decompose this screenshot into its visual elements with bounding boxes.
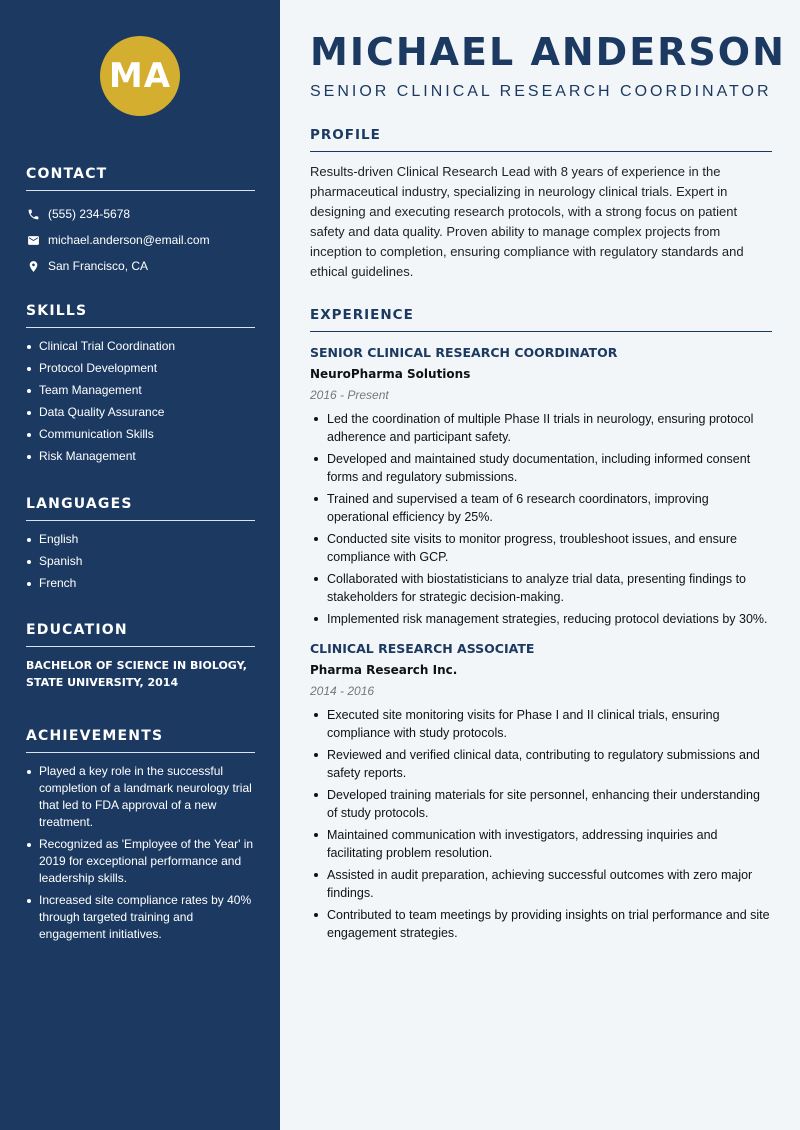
languages-heading: LANGUAGES: [26, 496, 255, 521]
job-title: SENIOR CLINICAL RESEARCH COORDINATOR: [310, 345, 618, 360]
list-item: Developed training materials for site personnel, enhancing their understanding of study protocols.: [310, 786, 772, 822]
list-item: Maintained communication with investigators, addressing inquiries and facilitating problem resolution.: [310, 826, 772, 862]
list-item: Protocol Development: [26, 360, 255, 377]
list-item: Reviewed and verified clinical data, contributing to regulatory submissions and safety reports.: [310, 746, 772, 782]
list-item: Trained and supervised a team of 6 research coordinators, improving operational efficiency by 25%.: [310, 490, 772, 526]
list-item: Conducted site visits to monitor progress, troubleshoot issues, and ensure compliance with GCP.: [310, 530, 772, 566]
skills-section: [26, 303, 255, 470]
skills-list: [26, 338, 255, 465]
list-item: Led the coordination of multiple Phase II trials in neurology, ensuring protocol adherence and participant safety.: [310, 410, 772, 446]
list-item: Played a key role in the successful completion of a landmark neurology trial that led to FDA approval of a new treatment.: [26, 763, 255, 831]
contact-phone-row: [26, 201, 255, 227]
email-icon: [26, 233, 40, 247]
contact-location: San Francisco, CA: [48, 259, 149, 273]
experience-section: [310, 307, 772, 946]
education-heading: EDUCATION: [26, 622, 255, 647]
job-bullets: [310, 706, 772, 942]
list-item: French: [26, 575, 255, 592]
contact-phone[interactable]: (555) 234-5678: [48, 207, 131, 221]
contact-location-row: [26, 253, 255, 279]
list-item: Collaborated with biostatisticians to analyze trial data, presenting findings to stakeholders for strategic decision-making.: [310, 570, 772, 606]
achievements-section: [26, 728, 255, 948]
job-entry: [310, 345, 772, 628]
profile-heading: PROFILE: [310, 127, 772, 152]
list-item: Increased site compliance rates by 40% through targeted training and engagement initiatives.: [26, 892, 255, 943]
skills-heading: SKILLS: [26, 303, 255, 328]
candidate-name: MICHAEL ANDERSON: [310, 30, 786, 74]
job-title: CLINICAL RESEARCH ASSOCIATE: [310, 641, 535, 656]
job-bullets: [310, 410, 772, 628]
list-item: Contributed to team meetings by providing insights on trial performance and site engagement strategies.: [310, 906, 772, 942]
candidate-title: SENIOR CLINICAL RESEARCH COORDINATOR: [310, 83, 772, 100]
profile-text: Results-driven Clinical Research Lead with 8 years of experience in the pharmaceutical industry, specializing in neurology clinical trials. Expert in designing and executing research protocols, with a strong focus on patient safety and data quality. Proven ability to manage complex projects from inception to completion, ensuring compliance with regulatory standards and ethical guidelines.: [310, 164, 744, 279]
education-section: [26, 622, 255, 691]
list-item: Risk Management: [26, 448, 255, 465]
contact-heading: CONTACT: [26, 166, 255, 191]
list-item: Clinical Trial Coordination: [26, 338, 255, 355]
company-name: Pharma Research Inc.: [310, 663, 458, 677]
job-dates: 2014 - 2016: [310, 684, 375, 698]
contact-section: [26, 166, 255, 279]
profile-section: [310, 127, 772, 282]
languages-list: [26, 531, 255, 592]
company-name: NeuroPharma Solutions: [310, 367, 471, 381]
achievements-heading: ACHIEVEMENTS: [26, 728, 255, 753]
list-item: Recognized as 'Employee of the Year' in 2019 for exceptional performance and leadership skills.: [26, 836, 255, 887]
job-dates: 2016 - Present: [310, 388, 389, 402]
location-pin-icon: [26, 259, 40, 273]
job-entry: [310, 641, 772, 942]
avatar: MA: [100, 36, 180, 116]
phone-icon: [26, 207, 40, 221]
list-item: Executed site monitoring visits for Phase I and II clinical trials, ensuring compliance with study protocols.: [310, 706, 772, 742]
contact-email[interactable]: michael.anderson@email.com: [48, 233, 210, 247]
education-school: STATE UNIVERSITY, 2014: [26, 676, 179, 689]
experience-heading: EXPERIENCE: [310, 307, 772, 332]
languages-section: [26, 496, 255, 597]
contact-email-row: [26, 227, 255, 253]
education-degree: BACHELOR OF SCIENCE IN BIOLOGY,: [26, 659, 247, 672]
list-item: Data Quality Assurance: [26, 404, 255, 421]
list-item: English: [26, 531, 255, 548]
list-item: Communication Skills: [26, 426, 255, 443]
achievements-list: [26, 763, 255, 943]
list-item: Implemented risk management strategies, reducing protocol deviations by 30%.: [310, 610, 772, 628]
list-item: Team Management: [26, 382, 255, 399]
list-item: Developed and maintained study documentation, including informed consent forms and regulatory submissions.: [310, 450, 772, 486]
list-item: Spanish: [26, 553, 255, 570]
list-item: Assisted in audit preparation, achieving successful outcomes with zero major findings.: [310, 866, 772, 902]
sidebar: [0, 0, 280, 1130]
